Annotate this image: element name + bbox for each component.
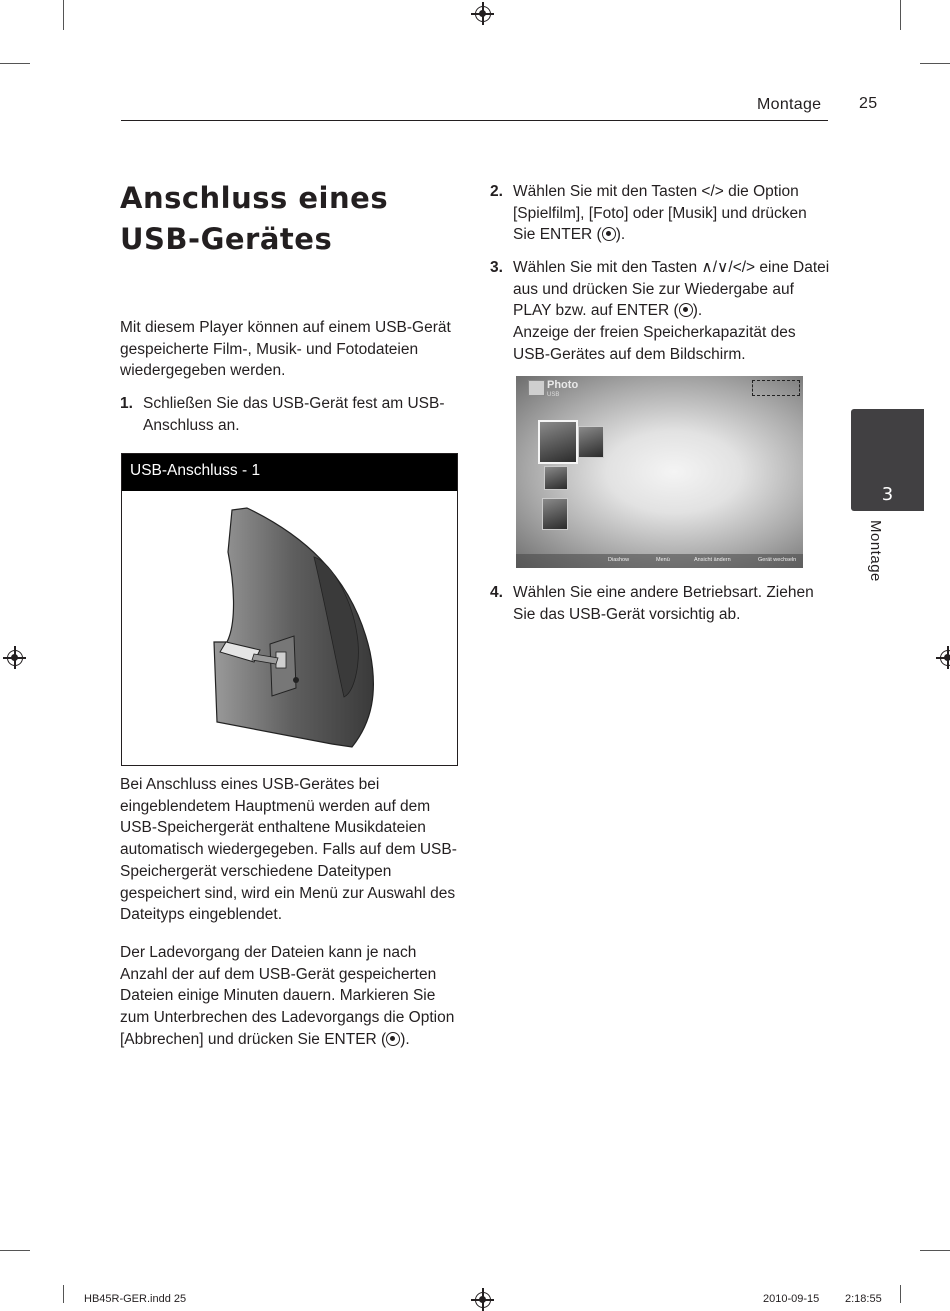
bar-item-view: Ansicht ändern: [694, 557, 731, 563]
header-section: Montage: [757, 96, 822, 113]
screen-control-bar: [516, 554, 803, 568]
step-text: Schließen Sie das USB-Gerät fest am USB-Anschluss an.: [143, 395, 445, 434]
registration-mark-icon: [7, 650, 23, 666]
loading-text: Der Ladevorgang der Dateien kann je nach Anzahl der auf dem USB-Gerät gespeicherten Dateien einige Minuten dauern. Markieren Sie zum Unterbrechen des Ladevorgangs die Option [Abbrechen] und drücken Sie ENTER (: [120, 944, 455, 1048]
photo-thumbnail: [544, 466, 568, 490]
crop-mark: [63, 0, 64, 30]
crop-mark: [900, 0, 901, 30]
step-text-end: ).: [692, 302, 703, 320]
header-rule: [121, 120, 828, 121]
step-number: 1.: [120, 395, 133, 412]
step-number: 3.: [490, 259, 503, 276]
usb-menu-paragraph: Bei Anschluss eines USB-Gerätes bei eingeblendetem Hauptmenü werden auf dem USB-Speichergerät enthaltene Musikdateien automatisch wiedergegeben. Falls auf dem USB-Speichergerät verschiedene Dateitypen gespeichert sind, wird ein Menü zur Auswahl des Dateityps eingeblendet.: [120, 776, 457, 924]
photo-app-icon: [528, 380, 545, 396]
bar-item-menu: Menü: [656, 557, 670, 563]
intro-paragraph: Mit diesem Player können auf einem USB-Gerät gespeicherte Film-, Musik- und Fotodateien wiedergegeben werden.: [120, 319, 451, 380]
step-4: [490, 582, 830, 625]
registration-mark-icon: [475, 6, 491, 22]
registration-mark-icon: [940, 650, 950, 666]
photo-thumbnail: [578, 426, 604, 458]
step-text: Wählen Sie eine andere Betriebsart. Ziehen Sie das USB-Gerät vorsichtig ab.: [513, 584, 814, 623]
step-text: Wählen Sie mit den Tasten </> die Option [Spielfilm], [Foto] oder [Musik] und drücken Sie ENTER (: [513, 183, 807, 244]
page-title: Anschluss eines USB-Gerätes: [120, 181, 389, 256]
step-number: 2.: [490, 183, 503, 200]
usb-connection-figure: [121, 453, 458, 766]
loading-text-end: ).: [400, 1030, 410, 1048]
chapter-label: Montage: [867, 520, 884, 582]
crop-mark: [900, 1285, 901, 1303]
screen-title: Photo: [547, 379, 579, 391]
step-number: 4.: [490, 584, 503, 601]
free-space-indicator: [752, 380, 800, 396]
step-2: [490, 181, 830, 246]
crop-mark: [63, 1285, 64, 1303]
usb-photo-screen: [516, 376, 803, 568]
figure-heading: USB-Anschluss - 1: [122, 454, 457, 491]
footer-file: HB45R-GER.indd 25: [84, 1293, 187, 1305]
crop-mark: [0, 1250, 30, 1251]
photo-thumbnail: [542, 498, 568, 530]
step-3: [490, 257, 830, 366]
page-number: 25: [859, 95, 878, 112]
chapter-number: 3: [881, 484, 894, 505]
crop-mark: [920, 1250, 950, 1251]
step-1: [120, 393, 450, 436]
enter-icon: [602, 227, 616, 241]
bar-item-device: Gerät wechseln: [758, 557, 797, 563]
enter-icon: [679, 303, 693, 317]
step-note: Anzeige der freien Speicherkapazität des USB-Gerätes auf dem Bildschirm.: [513, 324, 796, 363]
photo-thumbnail: [538, 420, 578, 464]
footer-date: 2010-09-15: [763, 1293, 820, 1305]
crop-mark: [920, 63, 950, 64]
chapter-tab: [851, 409, 924, 511]
crop-mark: [0, 63, 30, 64]
loading-paragraph: [120, 942, 460, 1051]
bar-item-diashow: Diashow: [608, 557, 630, 563]
footer-time: 2:18:55: [845, 1293, 882, 1305]
player-usb-illustration: [122, 492, 456, 764]
step-text-end: ).: [615, 226, 626, 244]
step-text: Wählen Sie mit den Tasten ∧/∨/</> eine Datei aus und drücken Sie zur Wiedergabe auf PLAY bzw. auf ENTER (: [513, 259, 830, 320]
screen-subtitle: USB: [547, 392, 560, 398]
enter-icon: [386, 1032, 400, 1046]
registration-mark-icon: [475, 1292, 491, 1308]
